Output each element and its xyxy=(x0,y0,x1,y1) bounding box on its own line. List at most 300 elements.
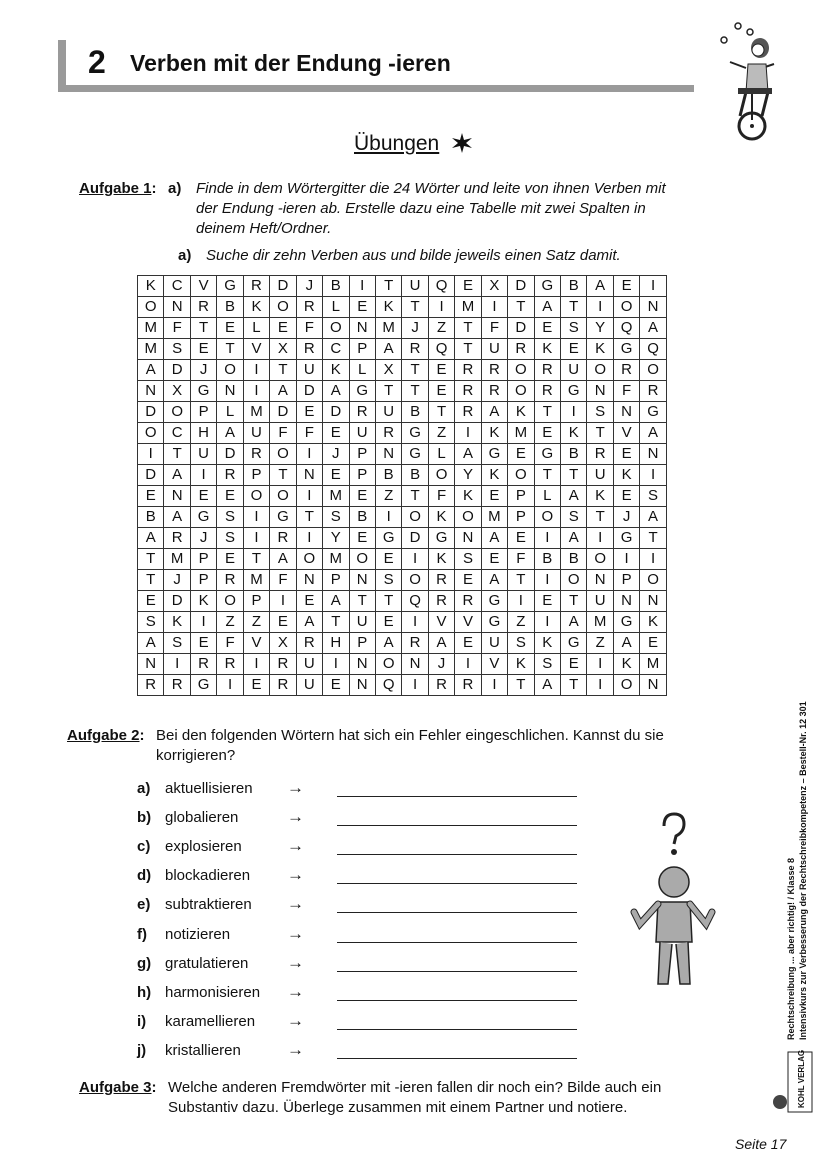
grid-cell: T xyxy=(164,444,190,465)
grid-cell: P xyxy=(243,465,269,486)
grid-cell: O xyxy=(640,360,666,381)
answer-line[interactable] xyxy=(337,1029,577,1030)
grid-cell: T xyxy=(561,297,587,318)
grid-cell: I xyxy=(164,654,190,675)
grid-cell: E xyxy=(455,276,481,297)
grid-cell: M xyxy=(164,549,190,570)
grid-cell: T xyxy=(455,318,481,339)
unicyclist-illustration xyxy=(716,20,776,142)
grid-cell: V xyxy=(428,612,454,633)
grid-cell: L xyxy=(534,486,560,507)
grid-cell: E xyxy=(375,612,401,633)
grid-cell: R xyxy=(534,381,560,402)
grid-cell: R xyxy=(190,297,216,318)
grid-row xyxy=(138,528,667,549)
task1-part-a-label: a) xyxy=(168,180,182,197)
grid-cell: P xyxy=(349,339,375,360)
grid-cell: M xyxy=(243,402,269,423)
grid-cell: E xyxy=(375,549,401,570)
grid-cell: K xyxy=(323,360,349,381)
grid-cell: R xyxy=(375,423,401,444)
grid-cell: R xyxy=(190,654,216,675)
arrow-icon: → xyxy=(287,923,304,943)
grid-cell: N xyxy=(349,654,375,675)
grid-cell: I xyxy=(613,549,639,570)
grid-cell: A xyxy=(270,381,296,402)
grid-cell: R xyxy=(217,465,243,486)
task3-text-line: Substantiv dazu. Überlege zusammen mit einem Partner und notiere. xyxy=(168,1099,628,1116)
grid-cell: F xyxy=(613,381,639,402)
grid-cell: G xyxy=(190,507,216,528)
grid-cell: J xyxy=(613,507,639,528)
task1-label: Aufgabe 1 xyxy=(79,180,152,197)
answer-line[interactable] xyxy=(337,971,577,972)
grid-cell: R xyxy=(243,444,269,465)
item-word: subtraktieren xyxy=(165,896,252,914)
grid-cell: R xyxy=(613,360,639,381)
grid-cell: J xyxy=(428,654,454,675)
grid-cell: O xyxy=(508,381,534,402)
answer-line[interactable] xyxy=(337,825,577,826)
grid-cell: D xyxy=(164,360,190,381)
grid-cell: K xyxy=(613,654,639,675)
grid-cell: I xyxy=(296,486,322,507)
grid-cell: I xyxy=(243,654,269,675)
grid-cell: O xyxy=(508,360,534,381)
grid-cell: E xyxy=(613,486,639,507)
grid-cell: N xyxy=(402,654,428,675)
grid-cell: A xyxy=(640,423,666,444)
grid-cell: I xyxy=(402,612,428,633)
grid-cell: S xyxy=(561,507,587,528)
grid-cell: S xyxy=(217,507,243,528)
grid-cell: U xyxy=(243,423,269,444)
grid-cell: I xyxy=(296,444,322,465)
grid-cell: K xyxy=(375,297,401,318)
grid-cell: A xyxy=(561,486,587,507)
answer-line[interactable] xyxy=(337,854,577,855)
grid-cell: E xyxy=(217,549,243,570)
grid-cell: U xyxy=(296,654,322,675)
grid-cell: N xyxy=(164,486,190,507)
grid-row xyxy=(138,297,667,318)
grid-cell: E xyxy=(534,591,560,612)
grid-cell: A xyxy=(481,402,507,423)
grid-cell: D xyxy=(402,528,428,549)
grid-cell: O xyxy=(138,297,164,318)
grid-cell: I xyxy=(190,612,216,633)
grid-cell: E xyxy=(349,486,375,507)
grid-cell: A xyxy=(138,528,164,549)
task3-heading xyxy=(79,1078,157,1098)
grid-cell: A xyxy=(481,570,507,591)
grid-cell: R xyxy=(217,570,243,591)
grid-cell: N xyxy=(587,570,613,591)
task1-colon: : xyxy=(151,180,157,197)
grid-cell: I xyxy=(375,507,401,528)
grid-cell: Y xyxy=(587,318,613,339)
grid-cell: A xyxy=(561,528,587,549)
grid-cell: F xyxy=(164,318,190,339)
grid-cell: M xyxy=(243,570,269,591)
item-word: globalieren xyxy=(165,809,239,827)
grid-cell: G xyxy=(375,528,401,549)
grid-cell: N xyxy=(640,591,666,612)
answer-line[interactable] xyxy=(337,942,577,943)
grid-cell: R xyxy=(428,570,454,591)
task1-text-line: der Endung -ieren ab. Erstelle dazu eine Tabelle mit zwei Spalten in xyxy=(196,200,646,217)
grid-cell: R xyxy=(138,675,164,696)
task2-heading xyxy=(67,726,145,746)
grid-cell: O xyxy=(402,570,428,591)
task1-heading xyxy=(79,179,157,199)
grid-cell: Z xyxy=(428,318,454,339)
task3-text-line: Welche anderen Fremdwörter mit -ieren fallen dir noch ein? Bilde auch ein xyxy=(168,1079,662,1096)
grid-cell: R xyxy=(587,444,613,465)
grid-cell: B xyxy=(402,402,428,423)
grid-cell: B xyxy=(561,444,587,465)
grid-cell: U xyxy=(402,276,428,297)
answer-line[interactable] xyxy=(337,1000,577,1001)
grid-cell: M xyxy=(138,339,164,360)
grid-cell: P xyxy=(190,402,216,423)
grid-cell: F xyxy=(481,318,507,339)
grid-cell: F xyxy=(296,423,322,444)
grid-row xyxy=(138,612,667,633)
grid-cell: B xyxy=(534,549,560,570)
grid-cell: G xyxy=(190,381,216,402)
grid-cell: N xyxy=(640,675,666,696)
grid-cell: E xyxy=(349,528,375,549)
grid-cell: T xyxy=(561,591,587,612)
sidebar-line1: Rechtschreibung ... aber richtig! / Klasse 8 xyxy=(786,857,796,1040)
grid-cell: S xyxy=(217,528,243,549)
item-word: karamellieren xyxy=(165,1012,256,1030)
grid-cell: U xyxy=(587,465,613,486)
answer-line[interactable] xyxy=(337,912,577,913)
grid-cell: O xyxy=(508,465,534,486)
grid-cell: R xyxy=(640,381,666,402)
grid-cell: I xyxy=(428,297,454,318)
grid-row xyxy=(138,318,667,339)
grid-cell: P xyxy=(508,486,534,507)
grid-cell: Q xyxy=(375,675,401,696)
item-letter: e) xyxy=(137,896,151,914)
grid-cell: N xyxy=(375,444,401,465)
grid-cell: I xyxy=(402,675,428,696)
grid-cell: E xyxy=(561,339,587,360)
grid-cell: K xyxy=(243,297,269,318)
grid-cell: E xyxy=(323,675,349,696)
item-letter: i) xyxy=(137,1012,147,1030)
grid-cell: V xyxy=(243,339,269,360)
grid-cell: U xyxy=(375,402,401,423)
grid-cell: R xyxy=(455,360,481,381)
arrow-icon: → xyxy=(287,1010,304,1030)
grid-cell: K xyxy=(428,507,454,528)
grid-cell: M xyxy=(455,297,481,318)
grid-cell: S xyxy=(164,633,190,654)
grid-cell: O xyxy=(587,549,613,570)
grid-cell: R xyxy=(296,339,322,360)
grid-cell: G xyxy=(534,444,560,465)
grid-cell: E xyxy=(613,444,639,465)
grid-row xyxy=(138,549,667,570)
grid-cell: R xyxy=(164,528,190,549)
item-letter: b) xyxy=(137,809,152,827)
grid-cell: A xyxy=(640,507,666,528)
grid-cell: U xyxy=(349,423,375,444)
grid-cell: I xyxy=(481,675,507,696)
grid-cell: E xyxy=(323,423,349,444)
item-word: aktuellisieren xyxy=(165,780,253,797)
grid-cell: K xyxy=(561,423,587,444)
page-number: Seite 17 xyxy=(735,1136,787,1152)
grid-cell: J xyxy=(296,276,322,297)
grid-cell: K xyxy=(534,339,560,360)
grid-cell: D xyxy=(296,381,322,402)
grid-cell: N xyxy=(138,654,164,675)
grid-cell: X xyxy=(164,381,190,402)
grid-cell: T xyxy=(508,297,534,318)
publisher-logo xyxy=(773,1050,812,1112)
grid-cell: I xyxy=(587,528,613,549)
grid-cell: H xyxy=(323,633,349,654)
answer-line[interactable] xyxy=(337,883,577,884)
grid-cell: G xyxy=(640,402,666,423)
item-letter: d) xyxy=(137,867,152,885)
task1-text xyxy=(196,179,716,239)
grid-cell: U xyxy=(561,360,587,381)
grid-row xyxy=(138,654,667,675)
grid-cell: J xyxy=(402,318,428,339)
task3-colon: : xyxy=(151,1079,157,1096)
grid-cell: E xyxy=(481,486,507,507)
grid-cell: I xyxy=(243,381,269,402)
grid-cell: K xyxy=(508,402,534,423)
grid-cell: G xyxy=(402,444,428,465)
grid-cell: O xyxy=(138,423,164,444)
grid-cell: N xyxy=(349,318,375,339)
grid-cell: O xyxy=(349,549,375,570)
grid-cell: Y xyxy=(455,465,481,486)
grid-cell: M xyxy=(138,318,164,339)
grid-cell: A xyxy=(323,381,349,402)
grid-cell: P xyxy=(243,591,269,612)
grid-cell: T xyxy=(561,465,587,486)
grid-row xyxy=(138,633,667,654)
grid-cell: Z xyxy=(508,612,534,633)
grid-cell: Q xyxy=(428,339,454,360)
grid-cell: E xyxy=(190,339,216,360)
grid-cell: N xyxy=(587,381,613,402)
grid-cell: I xyxy=(138,444,164,465)
grid-cell: A xyxy=(164,465,190,486)
grid-cell: R xyxy=(217,654,243,675)
answer-line[interactable] xyxy=(337,1058,577,1059)
grid-cell: L xyxy=(243,318,269,339)
grid-cell: A xyxy=(587,276,613,297)
grid-cell: K xyxy=(164,612,190,633)
grid-cell: A xyxy=(375,339,401,360)
grid-cell: U xyxy=(296,360,322,381)
grid-cell: E xyxy=(138,591,164,612)
grid-cell: R xyxy=(455,381,481,402)
grid-cell: T xyxy=(402,297,428,318)
grid-cell: T xyxy=(217,339,243,360)
grid-cell: A xyxy=(640,318,666,339)
grid-cell: T xyxy=(270,360,296,381)
grid-cell: T xyxy=(296,507,322,528)
grid-cell: P xyxy=(349,465,375,486)
item-letter: a) xyxy=(137,780,151,797)
grid-cell: M xyxy=(508,423,534,444)
grid-cell: N xyxy=(640,444,666,465)
grid-cell: T xyxy=(561,675,587,696)
grid-cell: N xyxy=(349,570,375,591)
grid-cell: R xyxy=(243,276,269,297)
grid-cell: K xyxy=(190,591,216,612)
grid-cell: G xyxy=(561,381,587,402)
grid-cell: E xyxy=(455,633,481,654)
grid-cell: J xyxy=(323,444,349,465)
grid-cell: O xyxy=(243,486,269,507)
grid-cell: U xyxy=(349,612,375,633)
task2-text-line: Bei den folgenden Wörtern hat sich ein Fehler eingeschlichen. Kannst du sie xyxy=(156,727,664,744)
grid-cell: R xyxy=(534,360,560,381)
grid-cell: X xyxy=(270,633,296,654)
grid-cell: A xyxy=(217,423,243,444)
grid-cell: T xyxy=(270,465,296,486)
item-word: harmonisieren xyxy=(165,983,261,1001)
grid-cell: V xyxy=(243,633,269,654)
grid-cell: R xyxy=(428,591,454,612)
grid-cell: I xyxy=(587,675,613,696)
grid-cell: D xyxy=(323,402,349,423)
grid-cell: B xyxy=(349,507,375,528)
grid-cell: A xyxy=(323,591,349,612)
grid-cell: M xyxy=(481,507,507,528)
grid-cell: N xyxy=(217,381,243,402)
grid-cell: T xyxy=(138,570,164,591)
grid-cell: E xyxy=(428,360,454,381)
grid-cell: I xyxy=(534,570,560,591)
grid-cell: R xyxy=(164,675,190,696)
item-word: gratulatieren xyxy=(165,954,249,972)
grid-cell: T xyxy=(508,570,534,591)
grid-cell: A xyxy=(375,633,401,654)
grid-cell: B xyxy=(138,507,164,528)
grid-cell: E xyxy=(613,276,639,297)
grid-cell: T xyxy=(349,591,375,612)
grid-cell: B xyxy=(402,465,428,486)
grid-cell: F xyxy=(270,423,296,444)
grid-cell: D xyxy=(138,402,164,423)
grid-row xyxy=(138,465,667,486)
grid-cell: E xyxy=(349,297,375,318)
grid-cell: T xyxy=(508,675,534,696)
grid-cell: Z xyxy=(587,633,613,654)
grid-cell: A xyxy=(613,633,639,654)
grid-cell: G xyxy=(190,675,216,696)
grid-cell: R xyxy=(481,381,507,402)
grid-cell: O xyxy=(587,360,613,381)
grid-cell: E xyxy=(217,486,243,507)
item-letter: c) xyxy=(137,838,151,856)
section-title: Übungen xyxy=(354,132,440,155)
grid-cell: O xyxy=(270,297,296,318)
grid-cell: U xyxy=(481,339,507,360)
grid-cell: A xyxy=(561,612,587,633)
grid-cell: T xyxy=(640,528,666,549)
task1-sub-text: Suche dir zehn Verben aus und bilde jeweils einen Satz damit. xyxy=(206,247,621,264)
grid-cell: S xyxy=(561,318,587,339)
arrow-icon: → xyxy=(287,807,304,827)
grid-cell: I xyxy=(217,675,243,696)
grid-cell: A xyxy=(138,633,164,654)
grid-cell: I xyxy=(323,654,349,675)
task2-text-line: korrigieren? xyxy=(156,747,236,764)
grid-cell: O xyxy=(640,570,666,591)
grid-cell: F xyxy=(428,486,454,507)
grid-row xyxy=(138,381,667,402)
grid-cell: O xyxy=(296,549,322,570)
item-word: kristallieren xyxy=(165,1041,241,1059)
arrow-icon: → xyxy=(287,865,304,885)
grid-cell: D xyxy=(270,402,296,423)
grid-cell: S xyxy=(323,507,349,528)
grid-cell: N xyxy=(640,297,666,318)
grid-row xyxy=(138,486,667,507)
grid-cell: O xyxy=(613,675,639,696)
grid-cell: N xyxy=(455,528,481,549)
grid-cell: J xyxy=(190,360,216,381)
grid-cell: S xyxy=(587,402,613,423)
grid-cell: G xyxy=(534,276,560,297)
grid-cell: T xyxy=(534,465,560,486)
grid-cell: P xyxy=(613,570,639,591)
grid-cell: Q xyxy=(402,591,428,612)
grid-cell: O xyxy=(270,444,296,465)
grid-cell: I xyxy=(508,591,534,612)
grid-cell: E xyxy=(138,486,164,507)
grid-cell: K xyxy=(587,486,613,507)
grid-cell: I xyxy=(640,549,666,570)
grid-cell: L xyxy=(349,360,375,381)
grid-cell: D xyxy=(217,444,243,465)
grid-cell: P xyxy=(323,570,349,591)
answer-line[interactable] xyxy=(337,796,577,797)
sidebar-line2: Intensivkurs zur Verbesserung der Rechtschreibkompetenz – Bestell-Nr. 12 301 xyxy=(798,701,808,1040)
grid-cell: Z xyxy=(217,612,243,633)
grid-row xyxy=(138,339,667,360)
grid-cell: E xyxy=(296,402,322,423)
grid-cell: B xyxy=(323,276,349,297)
grid-cell: T xyxy=(190,318,216,339)
grid-cell: K xyxy=(640,612,666,633)
grid-cell: B xyxy=(217,297,243,318)
chapter-title: Verben mit der Endung -ieren xyxy=(130,50,451,76)
grid-cell: A xyxy=(270,549,296,570)
grid-cell: E xyxy=(640,633,666,654)
grid-cell: R xyxy=(508,339,534,360)
task2-colon: : xyxy=(139,727,145,744)
grid-cell: D xyxy=(164,591,190,612)
grid-cell: T xyxy=(402,486,428,507)
grid-cell: R xyxy=(296,297,322,318)
grid-cell: B xyxy=(375,465,401,486)
grid-cell: K xyxy=(455,486,481,507)
